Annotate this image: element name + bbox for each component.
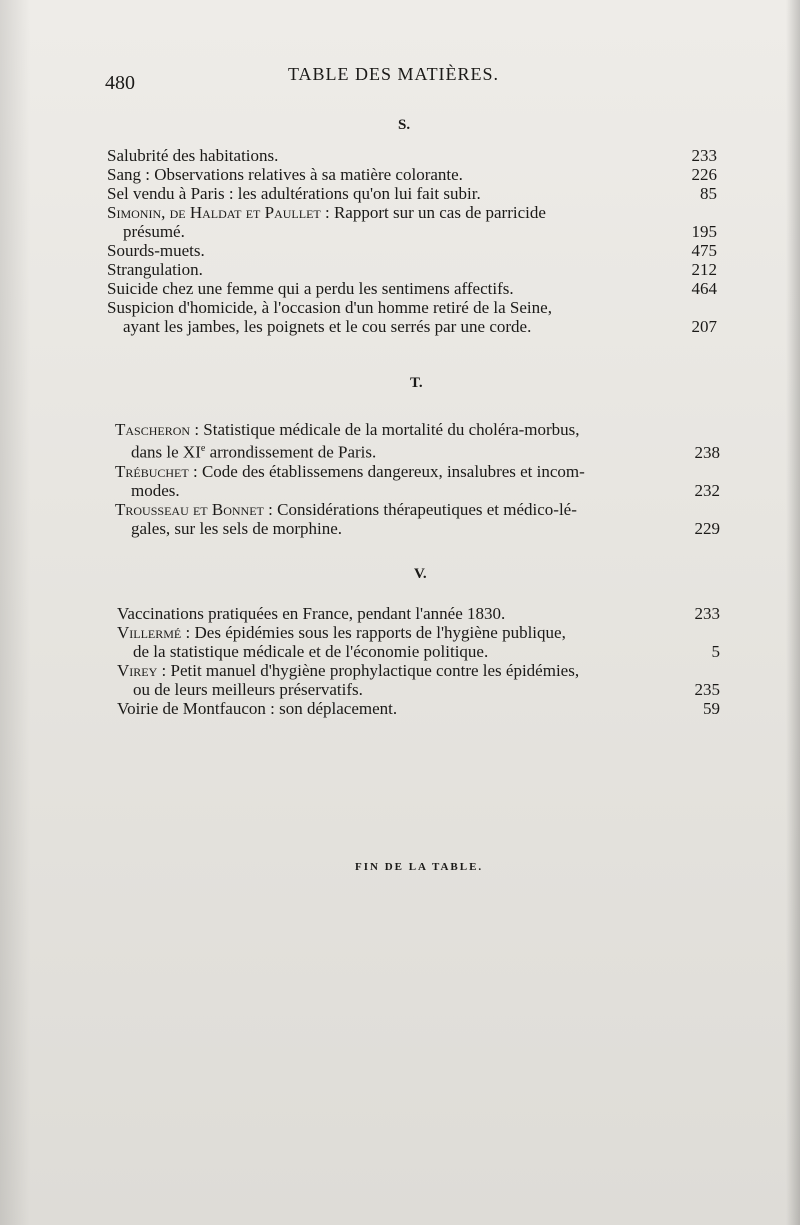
entry-text: : Code des établissemens dangereux, insalubres et incom- [188, 461, 585, 481]
entry-author: Villermé [117, 623, 182, 642]
entry-page: 195 [691, 222, 717, 241]
entry-author: Virey [117, 661, 158, 680]
entry-continuation: gales, sur les sels de morphine. [131, 518, 343, 538]
end-of-table: FIN DE LA TABLE. [355, 861, 484, 873]
entry-page: 212 [691, 260, 717, 279]
entry-text: Sel vendu à Paris : les adultérations qu'on lui fait subir. [107, 184, 481, 203]
toc-entry [107, 298, 717, 336]
toc-entry [107, 184, 717, 203]
toc-entry [107, 279, 717, 298]
toc-entry [107, 165, 717, 184]
entry-text: : Considérations thérapeutiques et médico-lé- [263, 499, 577, 519]
entry-author: Tascheron [115, 420, 191, 439]
entry-continuation: ou de leurs meilleurs préservatifs. [133, 680, 363, 699]
entry-author: Trousseau et Bonnet [115, 499, 264, 519]
entry-page: 235 [694, 680, 720, 699]
entry-text: Salubrité des habitations. [107, 146, 279, 165]
entry-text: : Rapport sur un cas de parricide [320, 203, 546, 222]
toc-entry [117, 604, 720, 623]
entry-continuation: présumé. [123, 222, 185, 241]
toc-entry [117, 699, 720, 718]
entry-text: : Petit manuel d'hygiène prophylactique contre les épidémies, [157, 661, 580, 680]
section-s-entries [107, 146, 717, 336]
entry-continuation: dans le XIe arrondissement de Paris. [131, 442, 377, 462]
entry-text: : Des épidémies sous les rapports de l'hygiène publique, [181, 623, 566, 642]
section-heading-s: S. [398, 117, 411, 133]
entry-page: 232 [694, 480, 720, 500]
page-edge-shadow [786, 0, 800, 1225]
toc-entry [115, 500, 720, 538]
entry-author: Trébuchet [115, 461, 189, 481]
entry-text: Sang : Observations relatives à sa matière colorante. [107, 165, 463, 184]
entry-page: 238 [694, 442, 720, 462]
entry-page: 85 [700, 184, 717, 203]
entry-page: 59 [703, 699, 720, 718]
entry-page: 226 [691, 165, 717, 184]
entry-page: 233 [691, 146, 717, 165]
entry-text: Strangulation. [107, 260, 203, 279]
page-number: 480 [105, 72, 135, 94]
entry-page: 5 [711, 642, 720, 661]
entry-page: 233 [694, 604, 720, 623]
toc-entry [107, 260, 717, 279]
running-title: TABLE DES MATIÈRES. [288, 64, 500, 84]
entry-text: Vaccinations pratiquées en France, pendant l'année 1830. [117, 604, 506, 623]
entry-page: 475 [691, 241, 717, 260]
toc-entry [115, 462, 720, 500]
entry-text: Suspicion d'homicide, à l'occasion d'un homme retiré de la Seine, [107, 298, 552, 317]
entry-text: Suicide chez une femme qui a perdu les sentimens affectifs. [107, 279, 514, 298]
toc-entry [117, 623, 720, 661]
section-t-entries [115, 420, 720, 538]
entry-page: 464 [691, 279, 717, 298]
toc-entry [107, 241, 717, 260]
section-v-entries [117, 604, 720, 718]
toc-entry [107, 146, 717, 165]
entry-author: Simonin, de Haldat et Paullet [107, 203, 321, 222]
toc-entry [107, 203, 717, 241]
entry-continuation: modes. [131, 480, 180, 500]
toc-entry [117, 661, 720, 699]
toc-entry [115, 420, 720, 462]
section-heading-v: V. [414, 566, 427, 582]
entry-text: Voirie de Montfaucon : son déplacement. [117, 699, 398, 718]
entry-page: 207 [691, 317, 717, 336]
entry-text: : Statistique médicale de la mortalité du choléra-morbus, [190, 420, 580, 439]
section-heading-t: T. [410, 375, 423, 391]
page-header [100, 62, 720, 92]
entry-continuation: ayant les jambes, les poignets et le cou serrés par une corde. [123, 317, 532, 336]
entry-page: 229 [694, 518, 720, 538]
entry-text: Sourds-muets. [107, 241, 205, 260]
entry-continuation: de la statistique médicale et de l'économie politique. [133, 642, 489, 661]
